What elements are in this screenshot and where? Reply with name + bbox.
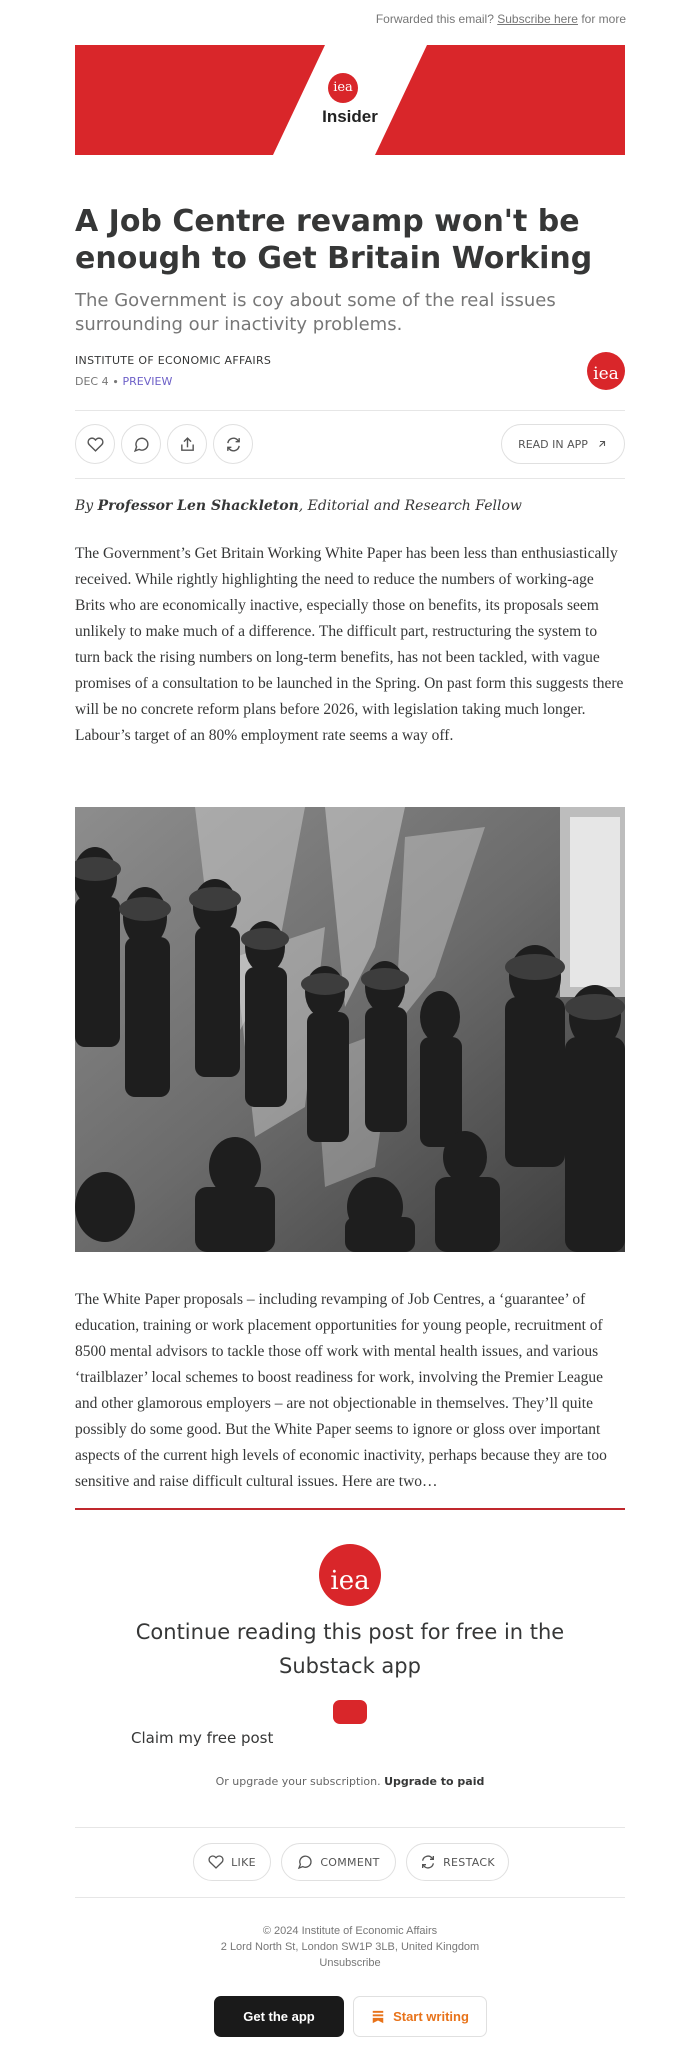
post-date: DEC 4 xyxy=(75,375,109,388)
restack-label: RESTACK xyxy=(443,1855,495,1869)
divider xyxy=(75,1897,625,1898)
restack-icon xyxy=(420,1854,436,1870)
cta-title: Continue reading this post for free in the Substack app xyxy=(135,1620,565,1678)
upgrade-to-paid-link[interactable]: Upgrade to paid xyxy=(384,1775,485,1788)
date-separator: ∙ xyxy=(112,375,119,388)
like-button[interactable] xyxy=(75,424,115,464)
restack-pill-button[interactable] xyxy=(406,1843,509,1881)
publication-name[interactable]: INSTITUTE OF ECONOMIC AFFAIRS xyxy=(75,354,272,367)
like-pill-button[interactable] xyxy=(193,1843,271,1881)
forward-prefix: Forwarded this email? xyxy=(375,12,494,26)
upgrade-prefix: Or upgrade your subscription. xyxy=(215,1775,381,1788)
substack-logo-icon xyxy=(371,2010,385,2024)
author-name: Professor Len Shackleton xyxy=(97,498,299,514)
article-paragraph: The Government’s Get Britain Working White Paper has been less than enthusiastically received. While rightly highlighting the need to reduce the numbers of working-age Brits who are economically inactive, especially those on benefits, its proposals seem unlikely to make much of a difference. The difficult part, restructuring the system to turn back the rising numbers on long-term benefits, has not been tackled, with vague promises of a consultation to be launched in the Spring. On past form this suggests there will be no concrete reform plans before 2026, with legislation taking much longer. Labour’s target of an 80% employment rate seems a way off. xyxy=(75,545,624,744)
preview-label: PREVIEW xyxy=(122,375,173,388)
paywall-divider xyxy=(75,1508,625,1510)
footer-copyright: © 2024 Institute of Economic Affairs xyxy=(262,1925,438,1937)
like-label: LIKE xyxy=(231,1855,256,1869)
footer-address: 2 Lord North St, London SW1P 3LB, United Kingdom xyxy=(220,1941,480,1953)
comment-icon xyxy=(297,1854,313,1870)
publication-banner[interactable] xyxy=(75,45,625,155)
forward-notice xyxy=(376,12,626,26)
restack-button[interactable] xyxy=(213,424,253,464)
get-the-app-button[interactable]: Get the app xyxy=(214,1996,344,2037)
heart-icon xyxy=(87,436,104,453)
byline-prefix: By xyxy=(75,498,94,514)
divider xyxy=(75,1827,625,1828)
article-title[interactable]: A Job Centre revamp won't be enough to Get Britain Working xyxy=(75,204,593,276)
comment-pill-button[interactable] xyxy=(281,1843,396,1881)
arrow-up-right-icon xyxy=(596,438,608,450)
claim-free-post-label[interactable]: Claim my free post xyxy=(131,1729,274,1747)
start-writing-label: Start writing xyxy=(393,2009,469,2024)
article-subtitle: The Government is coy about some of the real issues surrounding our inactivity problems. xyxy=(75,290,556,335)
divider xyxy=(75,478,625,479)
heart-icon xyxy=(208,1854,224,1870)
forward-suffix: for more xyxy=(581,12,626,26)
crowd-photo-illustration xyxy=(75,807,625,1252)
dateline xyxy=(75,375,172,388)
share-button[interactable] xyxy=(167,424,207,464)
article-paragraph: The White Paper proposals – including revamping of Job Centres, a ‘guarantee’ of education, training or work placement opportunities for young people, recruitment of 8500 mental advisors to tackle those off work with mental health issues, and various ‘trailblazer’ local schemes to boost readiness for work, involving the Premier League and other glamorous employers – are not objectionable in themselves. They’ll quite possibly do some good. But the White Paper seems to ignore or gloss over important aspects of the current high levels of economic inactivity, perhaps because they are too sensitive and raise difficult cultural issues. Here are two… xyxy=(75,1291,607,1490)
upgrade-notice xyxy=(0,1775,700,1788)
start-writing-button[interactable] xyxy=(353,1996,487,2037)
restack-icon xyxy=(225,436,242,453)
read-in-app-button[interactable] xyxy=(501,424,625,464)
read-in-app-label: READ IN APP xyxy=(518,437,588,451)
iea-logo: iea xyxy=(319,1544,381,1606)
byline xyxy=(75,498,522,514)
iea-logo: iea xyxy=(328,73,358,103)
comment-label: COMMENT xyxy=(320,1855,380,1869)
author-role: , Editorial and Research Fellow xyxy=(298,498,522,514)
comment-button[interactable] xyxy=(121,424,161,464)
divider xyxy=(75,410,625,411)
banner-label: Insider xyxy=(322,107,378,126)
article-photo[interactable] xyxy=(75,807,625,1252)
comment-icon xyxy=(133,436,150,453)
author-avatar[interactable]: iea xyxy=(587,352,625,390)
subscribe-link[interactable]: Subscribe here xyxy=(497,12,578,26)
share-icon xyxy=(179,436,196,453)
claim-free-post-button[interactable] xyxy=(333,1700,367,1724)
unsubscribe-link[interactable]: Unsubscribe xyxy=(319,1957,381,1969)
